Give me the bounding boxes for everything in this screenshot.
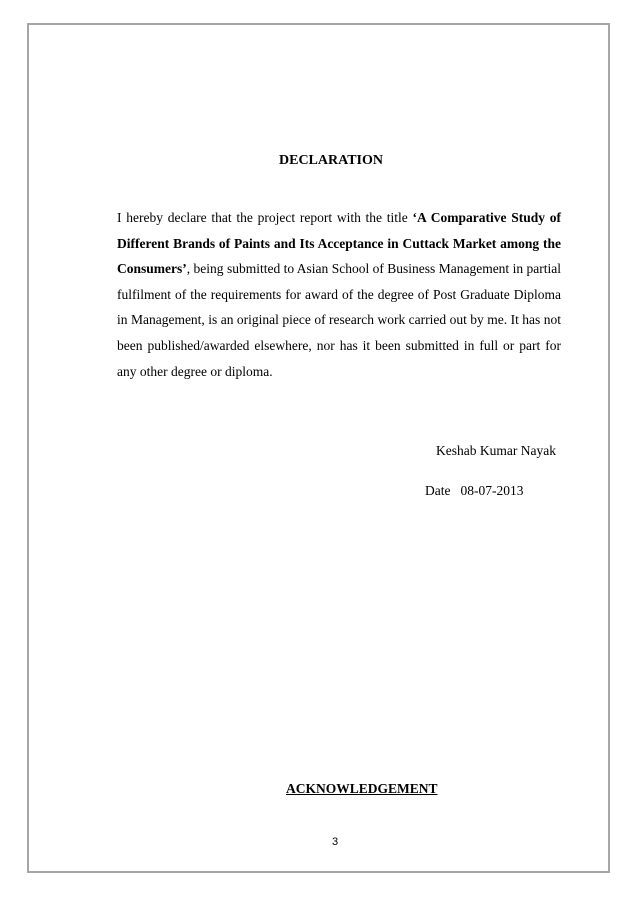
project-title: ‘A Comparative Study of Different Brands of Paints and Its Acceptance in Cuttack Market among the Consumers’ bbox=[117, 210, 561, 277]
date-label: Date bbox=[425, 483, 451, 498]
declaration-heading: DECLARATION bbox=[279, 153, 383, 168]
date-row bbox=[425, 483, 523, 499]
declaration-text-rest: , being submitted to Asian School of Business Management in partial fulfilment of the requirements for award of the degree of Post Graduate Diploma in Management, is an original piece of research work carried out by me. It has not been published/awarded elsewhere, nor has it been submitted in full or part for any other degree or diploma. bbox=[117, 261, 561, 379]
page-number: 3 bbox=[331, 836, 339, 848]
acknowledgement-heading: ACKNOWLEDGEMENT bbox=[286, 781, 438, 796]
declaration-body bbox=[117, 205, 561, 384]
date-value: 08-07-2013 bbox=[460, 483, 524, 498]
signatory-name: Keshab Kumar Nayak bbox=[436, 443, 556, 458]
declaration-text-intro: I hereby declare that the project report with the title bbox=[117, 210, 413, 225]
